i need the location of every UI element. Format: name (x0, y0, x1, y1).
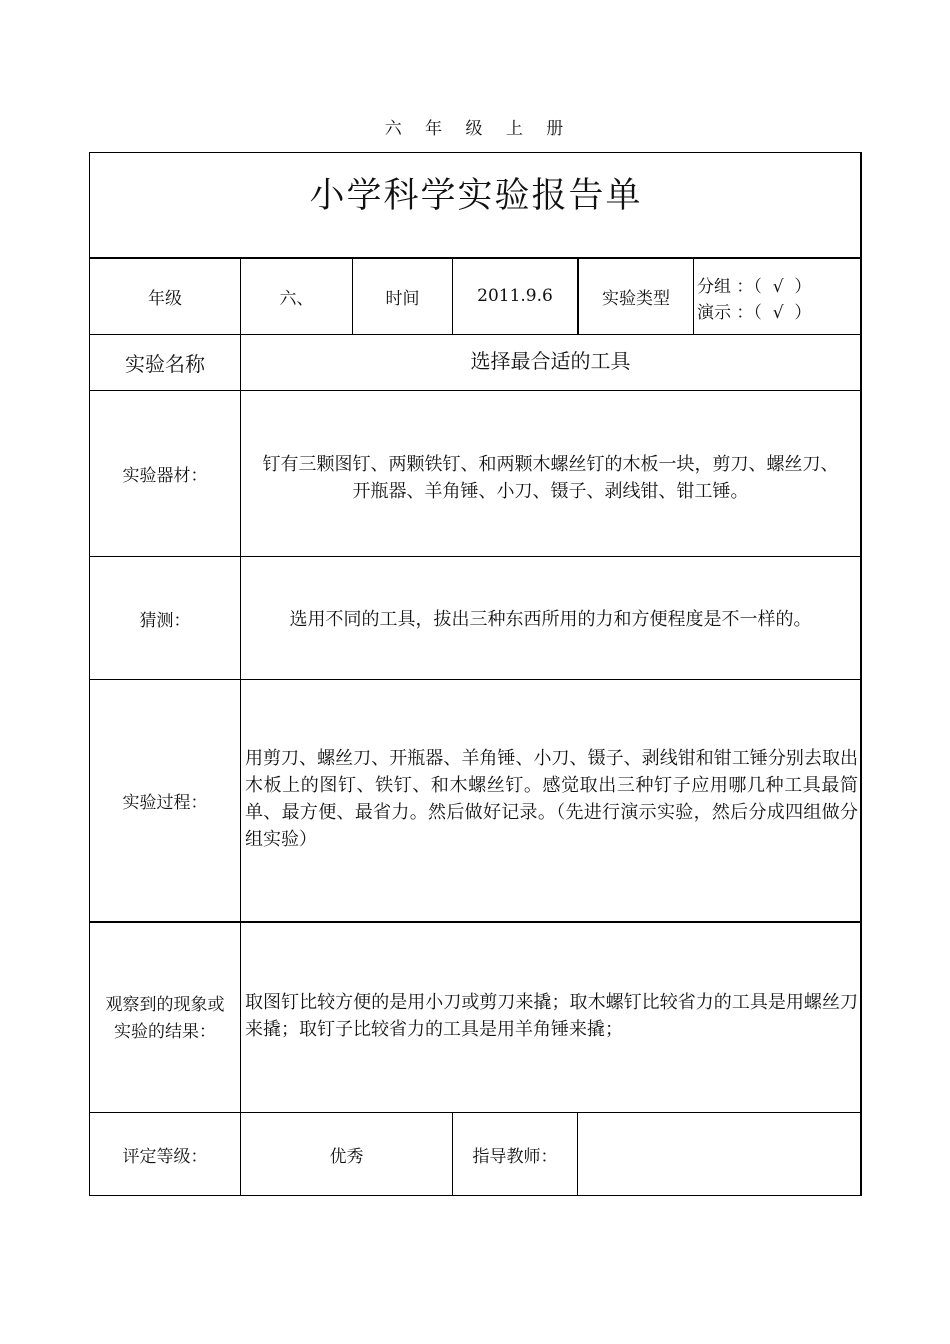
result-value: 取图钉比较方便的是用小刀或剪刀来撬；取木螺钉比较省力的工具是用螺丝刀来撬；取钉子比较省力的工具是用羊角锤来撬； (245, 992, 858, 1040)
result-label-line-1: 观察到的现象或 (105, 995, 225, 1015)
experiment-name-label: 实验名称 (125, 352, 205, 376)
type-group-option: 分组 ：（ √ ） (697, 277, 812, 297)
process-value: 用剪刀、螺丝刀、开瓶器、羊角锤、小刀、镊子、剥线钳和钳工锤分别去取出木板上的图钉、铁钉、和木螺丝钉。感觉取出三种钉子应用哪几种工具最简单、最方便、最省力。然后做好记录。（先进行演示实验，然后分成四组做分组实验） (245, 748, 858, 850)
grade-value: 六、 (279, 288, 314, 309)
time-label: 时间 (385, 288, 420, 309)
materials-line-2: 开瓶器、羊角锤、小刀、镊子、剥线钳、钳工锤。 (352, 480, 749, 502)
teacher-label: 指导教师： (472, 1146, 558, 1167)
evaluation-label: 评定等级： (122, 1146, 208, 1167)
teacher-value (578, 1113, 860, 1195)
materials-label: 实验器材： (122, 466, 208, 486)
page-header: 六 年 级 上 册 (384, 119, 566, 139)
evaluation-value: 优秀 (329, 1146, 364, 1167)
time-value: 2011.9.6 (477, 286, 553, 306)
materials-line-1: 钉有三颗图钉、两颗铁钉、和两颗木螺丝钉的木板一块，剪刀、螺丝刀、 (262, 453, 839, 475)
grade-label: 年级 (148, 288, 182, 309)
experiment-name-value: 选择最合适的工具 (470, 348, 631, 373)
experiment-type-label: 实验类型 (602, 288, 670, 309)
result-label-line-2: 实验的结果： (114, 1022, 216, 1042)
report-title: 小学科学实验报告单 (309, 176, 643, 216)
process-label: 实验过程： (122, 793, 208, 813)
guess-value: 选用不同的工具，拔出三种东西所用的力和方便程度是不一样的。 (289, 609, 812, 630)
type-demo-option: 演示 ：（ √ ） (697, 303, 812, 323)
guess-label: 猜测： (139, 610, 191, 631)
